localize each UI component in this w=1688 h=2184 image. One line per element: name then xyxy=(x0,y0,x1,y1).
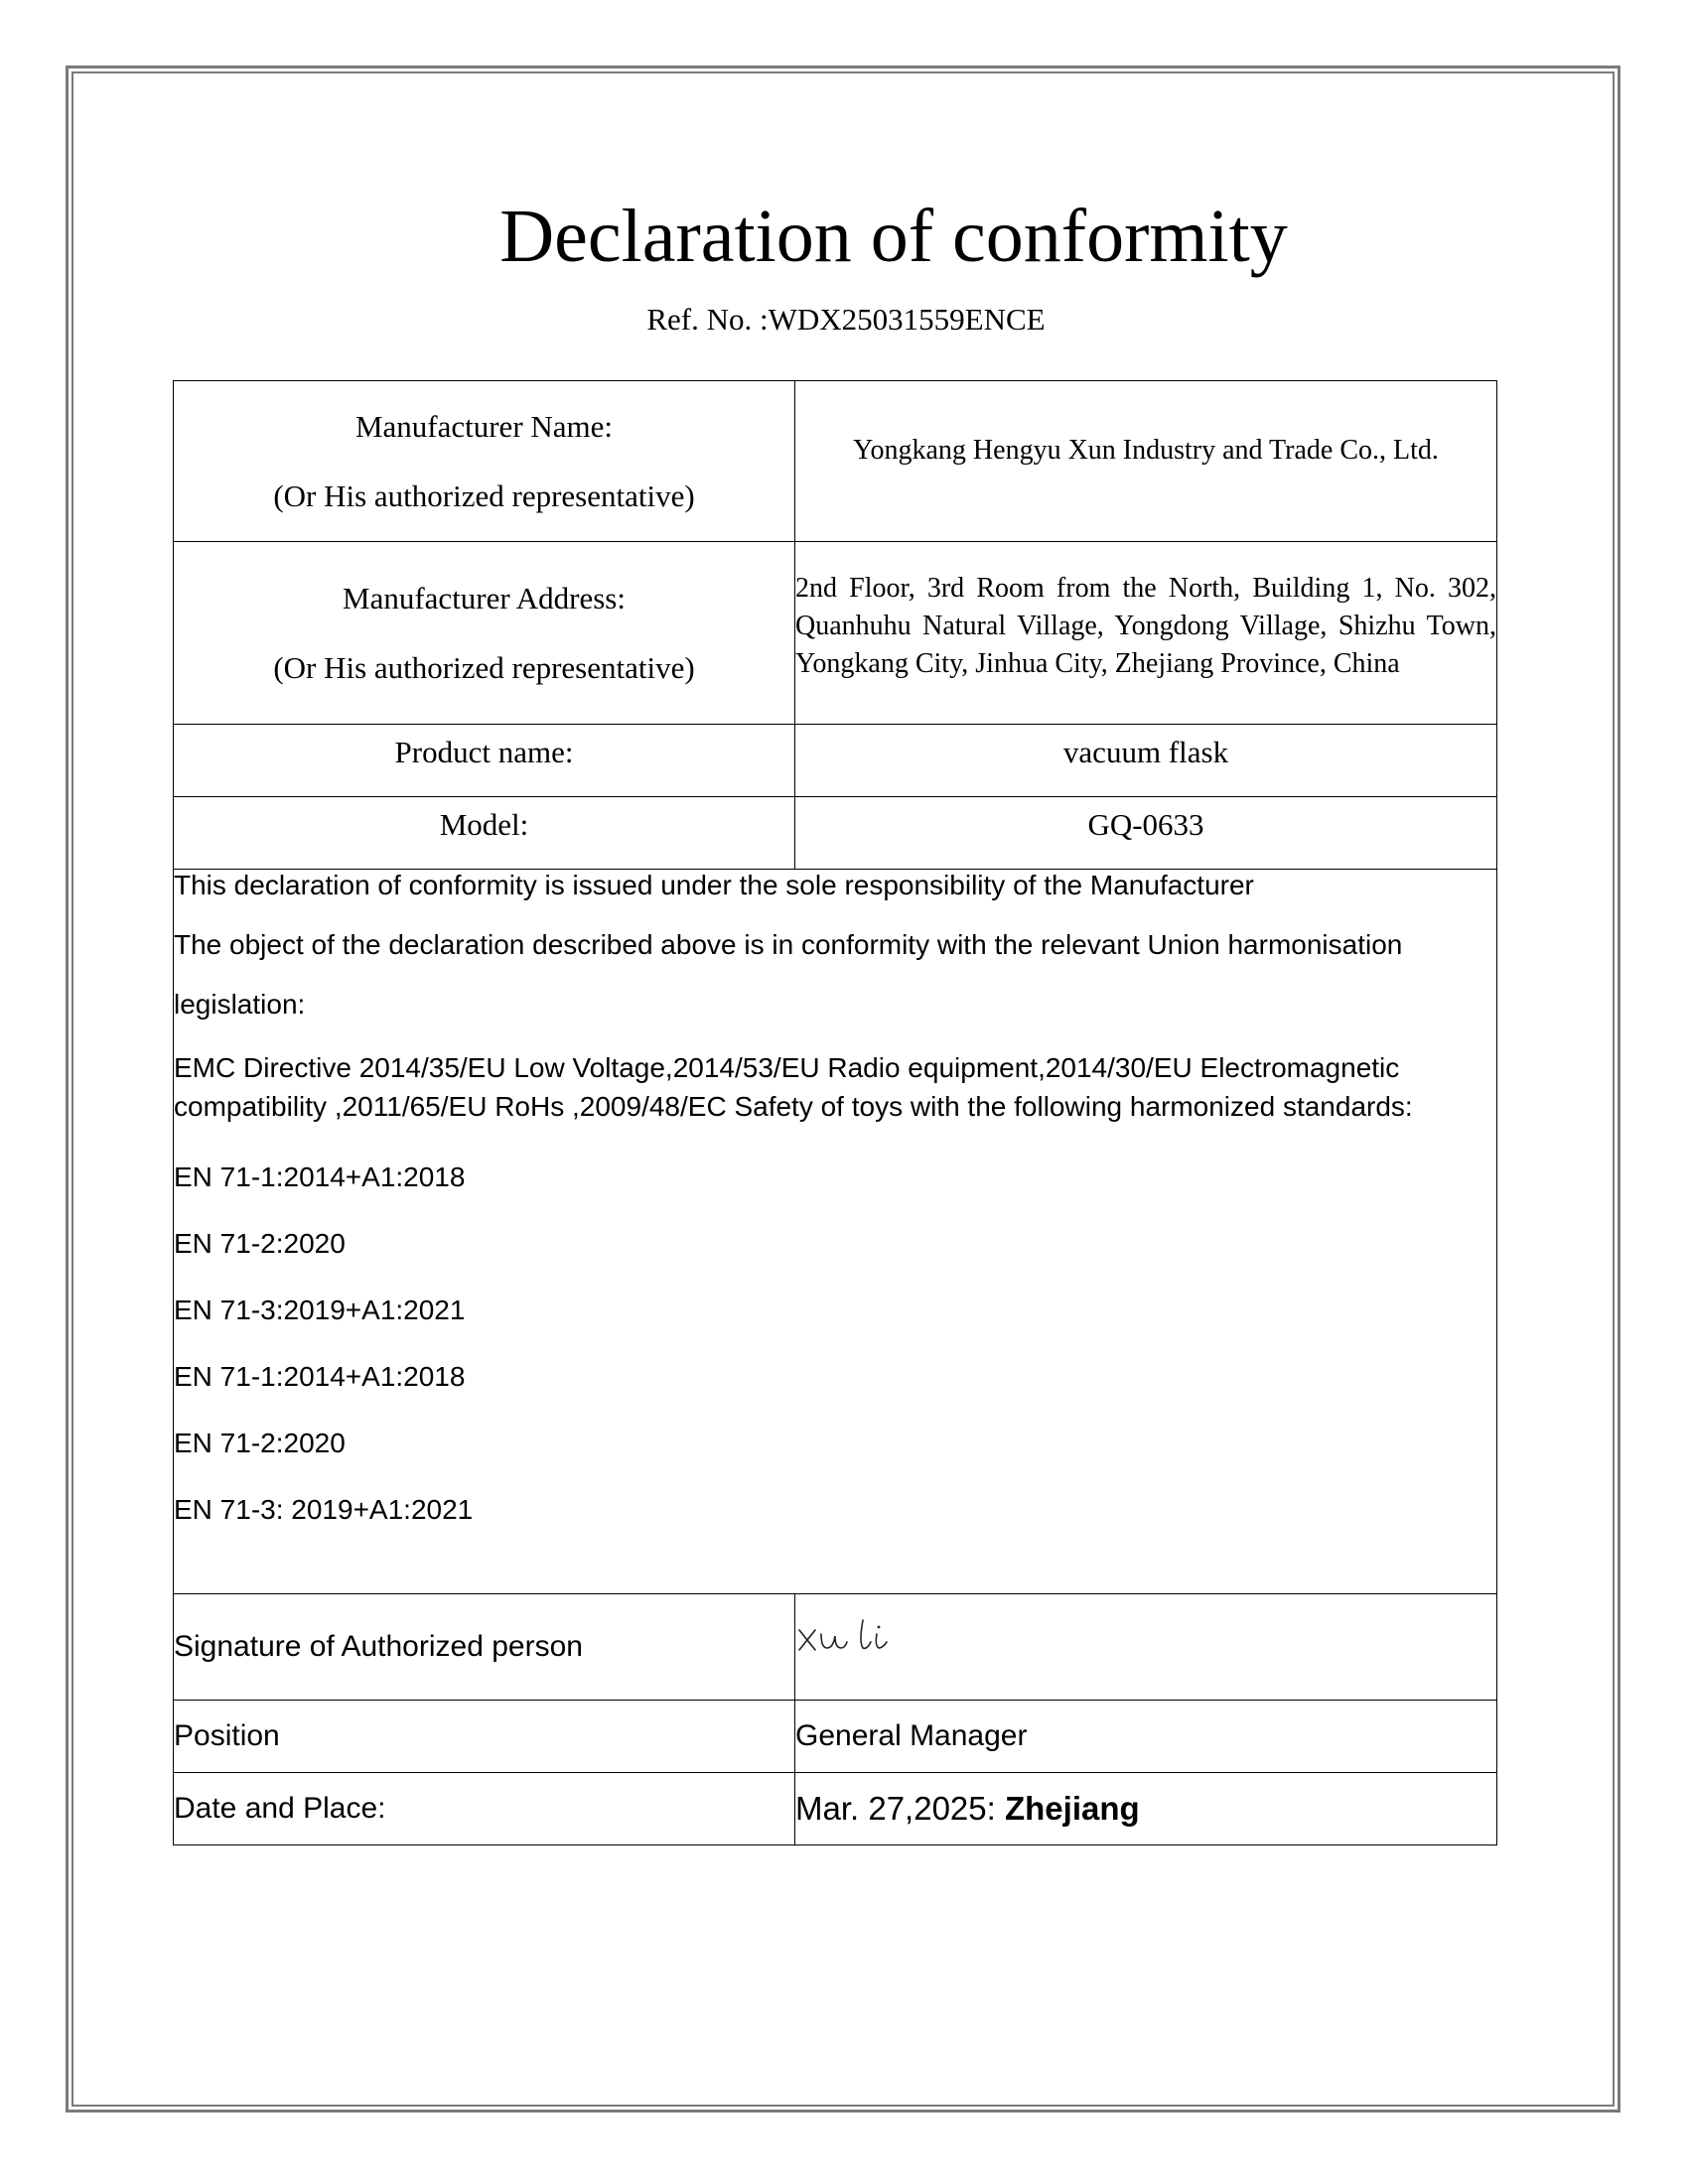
manufacturer-address-row xyxy=(174,542,1497,725)
manufacturer-name-value: Yongkang Hengyu Xun Industry and Trade Co., Ltd. xyxy=(795,381,1497,542)
position-value: General Manager xyxy=(795,1701,1497,1773)
date-place-label: Date and Place: xyxy=(174,1773,795,1845)
declaration-legislation-text: legislation: xyxy=(174,989,306,1020)
standard-item: EN 71-3: 2019+A1:2021 xyxy=(174,1494,474,1525)
manufacturer-name-label-line2: (Or His authorized representative) xyxy=(273,478,695,513)
standard-item: EN 71-3:2019+A1:2021 xyxy=(174,1295,466,1325)
model-value: GQ-0633 xyxy=(795,797,1497,870)
document-title: Declaration of conformity xyxy=(499,195,1288,278)
signature-row xyxy=(174,1594,1497,1701)
manufacturer-name-label-line1: Manufacturer Name: xyxy=(354,408,614,444)
signature-value xyxy=(795,1594,1497,1701)
manufacturer-name-row xyxy=(174,381,1497,542)
standard-item: EN 71-2:2020 xyxy=(174,1428,346,1458)
product-name-value: vacuum flask xyxy=(795,725,1497,797)
model-label: Model: xyxy=(174,797,795,870)
date-value: Mar. 27,2025: xyxy=(795,1790,1005,1827)
product-name-row xyxy=(174,725,1497,797)
reference-number: Ref. No. :WDX25031559ENCE xyxy=(646,302,1046,337)
manufacturer-address-label-line1: Manufacturer Address: xyxy=(343,580,626,615)
declaration-block xyxy=(174,870,1497,1594)
declaration-table xyxy=(173,380,1497,1845)
standard-item: EN 71-1:2014+A1:2018 xyxy=(174,1361,466,1392)
date-place-row xyxy=(174,1773,1497,1845)
signature-label: Signature of Authorized person xyxy=(174,1594,795,1701)
position-label: Position xyxy=(174,1701,795,1773)
product-name-label: Product name: xyxy=(174,725,795,797)
declaration-block-row xyxy=(174,870,1497,1594)
place-value: Zhejiang xyxy=(1004,1790,1140,1827)
manufacturer-address-label xyxy=(174,542,795,725)
declaration-conformity-text: The object of the declaration described above is in conformity with the relevant Union harmonisation xyxy=(174,929,1403,960)
standard-item: EN 71-1:2014+A1:2018 xyxy=(174,1161,466,1192)
manufacturer-name-label xyxy=(174,381,795,542)
standard-item: EN 71-2:2020 xyxy=(174,1228,346,1259)
directives-text: EMC Directive 2014/35/EU Low Voltage,2014/53/EU Radio equipment,2014/30/EU Electromagnetic compatibility ,2011/65/EU RoHs ,2009/48/EC Safety of toys with the following harmonized standards: xyxy=(174,1052,1413,1122)
declaration-responsibility-text: This declaration of conformity is issued under the sole responsibility of the Manufacturer xyxy=(174,870,1254,900)
signature-image xyxy=(795,1618,905,1658)
manufacturer-address-label-line2: (Or His authorized representative) xyxy=(273,649,695,685)
position-row xyxy=(174,1701,1497,1773)
date-place-value xyxy=(795,1773,1497,1845)
model-row xyxy=(174,797,1497,870)
manufacturer-address-value: 2nd Floor, 3rd Room from the North, Building 1, No. 302, Quanhuhu Natural Village, Yongdong Village, Shizhu Town, Yongkang City, Jinhua City, Zhejiang Province, China xyxy=(795,542,1497,725)
